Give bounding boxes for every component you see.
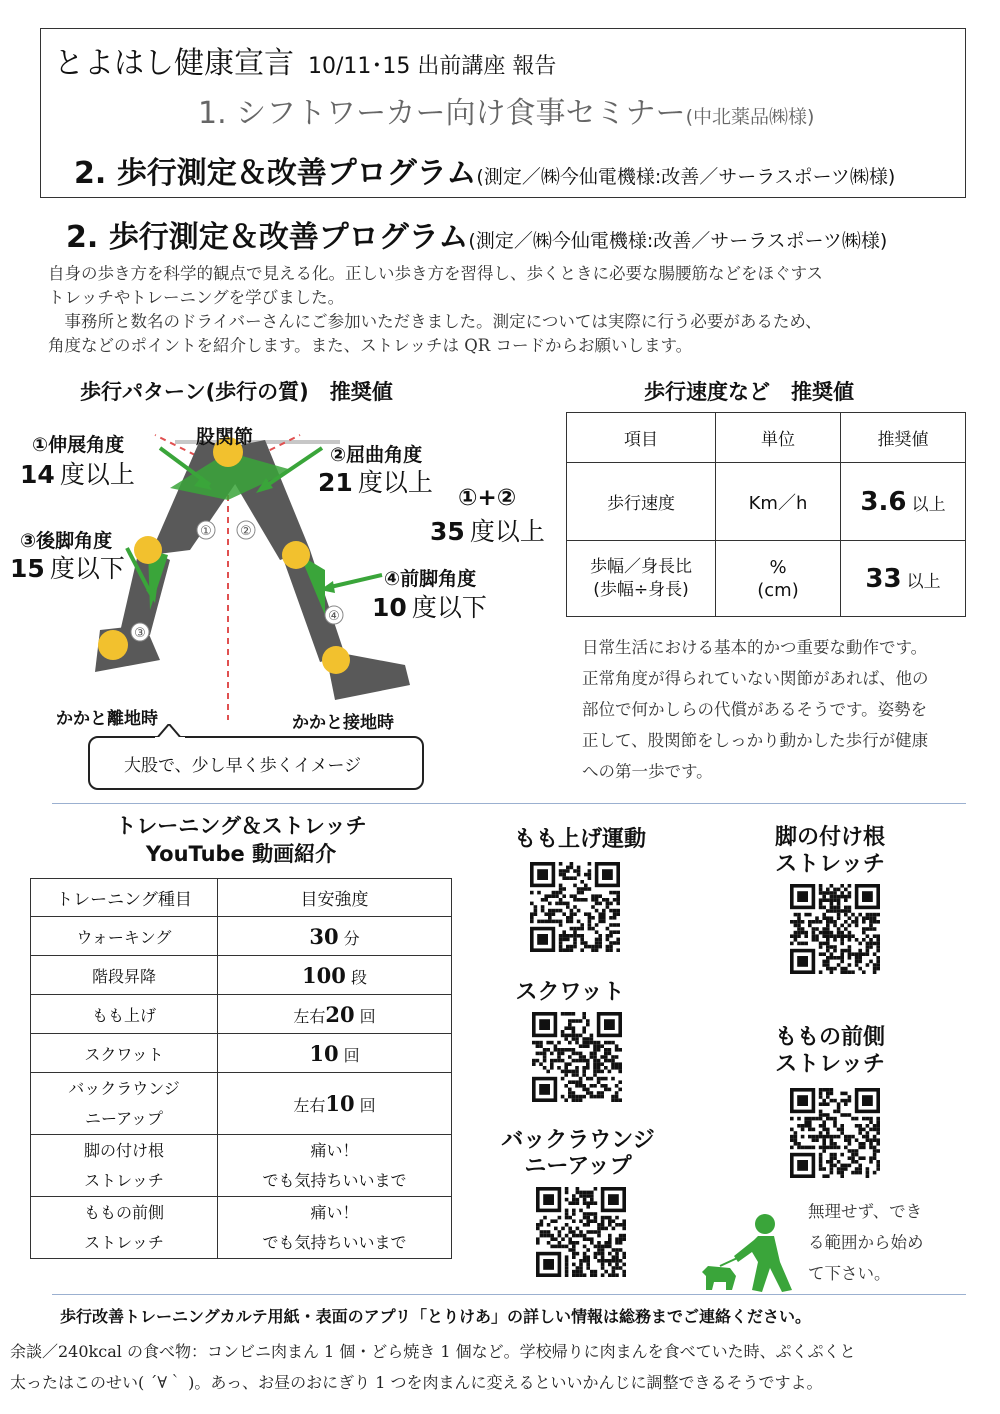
flexion-angle-label: ②屈曲角度 [330, 444, 423, 466]
divider-bottom [52, 1294, 966, 1295]
intro-line: 自身の歩き方を科学的観点で見える化。正しい歩き方を習得し、歩くときに必要な腸腰筋などをほぐすス [48, 264, 823, 283]
exercise-name: バックラウンジ ニーアップ [31, 1073, 218, 1135]
qr-code-mae[interactable] [790, 1088, 880, 1178]
qr-label-tsukene: 脚の付け根 ストレッチ [774, 825, 885, 877]
explanation-line: 正常角度が得られていない関節があれば、他の [582, 669, 929, 688]
explanation-line: 部位で何かしらの代償があるそうです。姿勢を [582, 700, 928, 719]
flexion-angle-value: 21 度以上 [318, 468, 433, 497]
header-intensity: 目安強度 [218, 879, 452, 917]
intro-line: 事務所と数名のドライバーさんにご参加いただきました。測定については実際に行う必要があるため、 [48, 312, 822, 331]
training-title-line: YouTube 動画紹介 [145, 842, 337, 866]
back-ankle-joint [98, 630, 128, 660]
sum-angle-value: 35 度以上 [430, 517, 545, 546]
hip-joint-label: 股関節 [196, 426, 254, 448]
training-row [31, 1073, 452, 1135]
caution-line: 無理せず、でき [808, 1202, 923, 1221]
row-unit: Km／h [716, 463, 841, 541]
section-title: 2. 歩行測定＆改善プログラム(測定／㈱今仙電機様:改善／サーラスポーツ㈱様) [66, 220, 888, 255]
exercise-intensity: 痛い！ でも気持ちいいまで [218, 1197, 452, 1259]
exercise-intensity: 左右10 回 [218, 1073, 452, 1135]
header-subtitle: 10/11･15 出前講座 報告 [308, 54, 557, 79]
training-title [30, 812, 452, 868]
qr-label-mae: ももの前側 ストレッチ [774, 1025, 885, 1077]
qr-code-back-lunge[interactable] [536, 1187, 626, 1277]
speed-table-row [567, 541, 966, 617]
header-item-1: 1. シフトワーカー向け食事セミナー(中北薬品㈱様) [198, 96, 815, 131]
arrow-front-leg [326, 575, 382, 588]
exercise-name: スクワット [31, 1034, 218, 1073]
exercise-name: もも上げ [31, 995, 218, 1034]
speed-table [566, 412, 966, 617]
exercise-name: ももの前側 ストレッチ [31, 1197, 218, 1259]
explanation-line: への第一歩です。 [582, 762, 713, 781]
training-table [30, 878, 452, 1259]
caution-line: て下さい。 [808, 1264, 891, 1283]
divider-top [52, 803, 966, 804]
image-bubble-text: 大股で、少し早く歩くイメージ [124, 755, 362, 776]
dog-walking-icon [700, 1212, 810, 1294]
intro-line: 角度などのポイントを紹介します。また、ストレッチは QR コードからお願いします。 [48, 336, 693, 355]
front-leg-angle-label: ④前脚角度 [384, 568, 477, 590]
exercise-name: 階段昇降 [31, 956, 218, 995]
marker-4-label: ④ [328, 609, 340, 624]
row-item: 歩行速度 [567, 463, 716, 541]
exercise-intensity: 30 分 [218, 917, 452, 956]
row-item: 歩幅／身長比 (歩幅÷身長) [567, 541, 716, 617]
qr-label-squat: スクワット [515, 980, 625, 1005]
header-title: とよはし健康宣言 10/11･15 出前講座 報告 [54, 46, 557, 81]
exercise-intensity: 10 回 [218, 1034, 452, 1073]
qr-label-back-lunge: バックラウンジ ニーアップ [501, 1128, 655, 1179]
extension-angle-value: 14 度以上 [20, 460, 135, 489]
footer-aside [10, 1336, 995, 1398]
intro-line: トレッチやトレーニングを学びました。 [48, 288, 345, 307]
back-knee-joint [134, 536, 162, 564]
exercise-name: ウォーキング [31, 917, 218, 956]
front-ankle-joint [322, 646, 350, 674]
qr-code-squat[interactable] [532, 1012, 622, 1102]
header-item: 項目 [567, 413, 716, 463]
back-leg-angle-value: 15 度以下 [10, 554, 125, 583]
training-row [31, 917, 452, 956]
header-item-2: 2. 歩行測定＆改善プログラム(測定／㈱今仙電機様:改善／サーラスポーツ㈱様) [74, 156, 896, 191]
training-row [31, 1034, 452, 1073]
exercise-intensity: 左右20 回 [218, 995, 452, 1034]
row-value: 3.6 以上 [841, 463, 966, 541]
exercise-intensity: 痛い！ でも気持ちいいまで [218, 1135, 452, 1197]
heel-strike-label: かかと接地時 [292, 713, 394, 733]
heel-off-label: かかと離地時 [56, 709, 158, 729]
footer-aside-line: 太ったはこのせい( ´∀｀ )。あっ、お昼のおにぎり 1 つを肉まんに変えるといいかんじに調整できるそうですよ。 [10, 1373, 823, 1392]
front-leg-angle-value: 10 度以下 [372, 593, 487, 622]
explanation-line: 日常生活における基本的かつ重要な動作です。 [582, 638, 928, 657]
row-unit: % (cm) [716, 541, 841, 617]
gait-pattern-title: 歩行パターン(歩行の質) 推奨値 [80, 380, 393, 404]
image-bubble [88, 736, 424, 790]
back-leg-angle-label: ③後脚角度 [20, 530, 113, 552]
header-recommended: 推奨値 [841, 413, 966, 463]
exercise-intensity: 100 段 [218, 956, 452, 995]
training-row [31, 956, 452, 995]
header-unit: 単位 [716, 413, 841, 463]
header-item-2-note: (測定／㈱今仙電機様:改善／サーラスポーツ㈱様) [476, 166, 896, 188]
speed-title: 歩行速度など 推奨値 [644, 380, 854, 404]
explanation-line: 正して、股関節をしっかり動かした歩行が健康 [582, 731, 929, 750]
marker-3-label: ③ [134, 626, 146, 641]
caution-line: る範囲から始め [808, 1233, 924, 1252]
row-value: 33 以上 [841, 541, 966, 617]
sum-angle-label: ①+② [458, 485, 517, 511]
explanation-text [582, 632, 929, 787]
footer-aside-line: 余談／240kcal の食べ物：コンビニ肉まん 1 個・どら焼き 1 個など。学校帰りに肉まんを食べていた時、ぷくぷくと [10, 1342, 856, 1361]
section-title-note: (測定／㈱今仙電機様:改善／サーラスポーツ㈱様) [468, 230, 888, 252]
footer-notice: 歩行改善トレーニングカルテ用紙・表面のアプリ「とりけあ」の詳しい情報は総務までご連絡ください。 [60, 1307, 812, 1326]
bubble-tail [155, 724, 185, 740]
intro-text [48, 262, 978, 358]
marker-1-label: ① [200, 524, 212, 539]
training-table-header [31, 879, 452, 917]
training-row [31, 1135, 452, 1197]
qr-code-momoage[interactable] [530, 862, 620, 952]
training-row [31, 1197, 452, 1259]
front-knee-joint [282, 541, 310, 569]
qr-code-tsukene[interactable] [790, 884, 880, 974]
speed-table-header [567, 413, 966, 463]
marker-2-label: ② [240, 524, 252, 539]
extension-angle-label: ①伸展角度 [32, 434, 125, 456]
training-title-line: トレーニング＆ストレッチ [115, 814, 367, 838]
exercise-name: 脚の付け根 ストレッチ [31, 1135, 218, 1197]
caution-text [808, 1196, 924, 1289]
training-row [31, 995, 452, 1034]
header-exercise: トレーニング種目 [31, 879, 218, 917]
speed-table-row [567, 463, 966, 541]
header-item-1-note: (中北薬品㈱様) [685, 106, 815, 128]
qr-label-momoage: もも上げ運動 [513, 827, 646, 852]
